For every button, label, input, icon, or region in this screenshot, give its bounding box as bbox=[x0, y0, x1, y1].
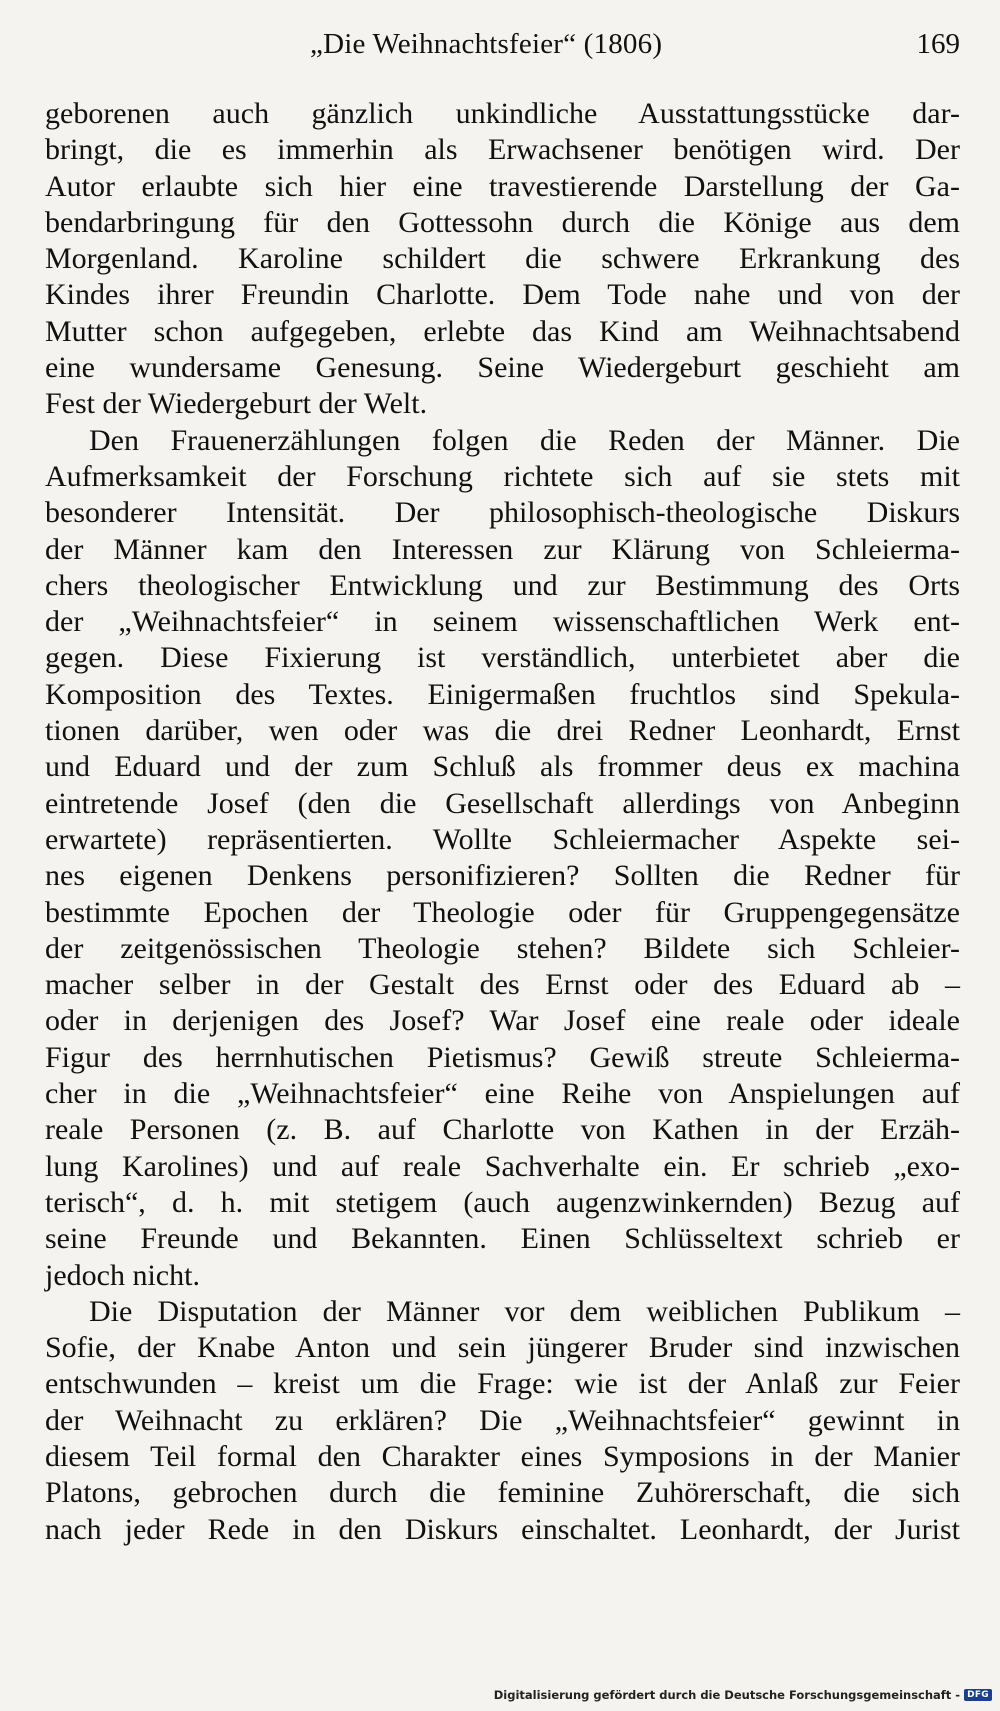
text-line: bringt, die es immerhin als Erwachsener benötigen wird. Der bbox=[45, 133, 960, 167]
text-line: Figur des herrnhutischen Pietismus? Gewiß streute Schleierma- bbox=[45, 1040, 960, 1074]
digitization-credit: Digitalisierung gefördert durch die Deutsche Forschungsgemeinschaft - bbox=[493, 1688, 961, 1702]
text-line: Platons, gebrochen durch die feminine Zuhörerschaft, die sich bbox=[45, 1476, 960, 1510]
text-line: cher in die „Weihnachtsfeier“ eine Reihe von Anspielungen auf bbox=[45, 1077, 960, 1111]
text-line: und Eduard und der zum Schluß als frommer deus ex machina bbox=[45, 750, 960, 784]
text-line: der Männer kam den Interessen zur Klärung von Schleierma- bbox=[45, 532, 960, 566]
text-line: macher selber in der Gestalt des Ernst oder des Eduard ab – bbox=[45, 968, 960, 1002]
text-line: Komposition des Textes. Einigermaßen fruchtlos sind Spekula- bbox=[45, 677, 960, 711]
text-line: Sofie, der Knabe Anton und sein jüngerer Bruder sind inzwischen bbox=[45, 1331, 960, 1365]
text-line: bendarbringung für den Gottessohn durch die Könige aus dem bbox=[45, 205, 960, 239]
text-line: chers theologischer Entwicklung und zur Bestimmung des Orts bbox=[45, 568, 960, 602]
text-line: Den Frauenerzählungen folgen die Reden der Männer. Die bbox=[89, 423, 960, 457]
text-line: Autor erlaubte sich hier eine travestierende Darstellung der Ga- bbox=[45, 169, 960, 203]
text-line: lung Karolines) und auf reale Sachverhalte ein. Er schrieb „exo- bbox=[45, 1149, 960, 1183]
text-line: bestimmte Epochen der Theologie oder für Gruppengegensätze bbox=[45, 895, 960, 929]
digitization-footer bbox=[494, 1685, 992, 1705]
text-line: Morgenland. Karoline schildert die schwere Erkrankung des bbox=[45, 242, 960, 276]
text-line: tionen darüber, wen oder was die drei Redner Leonhardt, Ernst bbox=[45, 714, 960, 748]
dfg-logo-icon: DFG bbox=[964, 1689, 992, 1701]
page-number: 169 bbox=[916, 28, 960, 60]
text-line: reale Personen (z. B. auf Charlotte von Kathen in der Erzäh- bbox=[45, 1113, 960, 1147]
text-line: Fest der Wiedergeburt der Welt. bbox=[45, 387, 428, 421]
text-line: gegen. Diese Fixierung ist verständlich, unterbietet aber die bbox=[45, 641, 960, 675]
text-line: eine wundersame Genesung. Seine Wiedergeburt geschieht am bbox=[45, 351, 960, 385]
text-line: erwartete) repräsentierten. Wollte Schleiermacher Aspekte sei- bbox=[45, 822, 960, 856]
text-line: Kindes ihrer Freundin Charlotte. Dem Tode nahe und von der bbox=[45, 278, 960, 312]
text-line: nes eigenen Denkens personifizieren? Sollten die Redner für bbox=[45, 859, 960, 893]
text-line: nach jeder Rede in den Diskurs einschaltet. Leonhardt, der Jurist bbox=[45, 1512, 960, 1546]
text-line: terisch“, d. h. mit stetigem (auch augenzwinkernden) Bezug auf bbox=[45, 1185, 960, 1219]
text-line: der Weihnacht zu erklären? Die „Weihnachtsfeier“ gewinnt in bbox=[45, 1403, 960, 1437]
running-head bbox=[45, 22, 960, 66]
text-line: seine Freunde und Bekannten. Einen Schlüsseltext schrieb er bbox=[45, 1222, 960, 1256]
text-line: entschwunden – kreist um die Frage: wie ist der Anlaß zur Feier bbox=[45, 1367, 960, 1401]
text-line: jedoch nicht. bbox=[45, 1258, 200, 1292]
text-line: oder in derjenigen des Josef? War Josef eine reale oder ideale bbox=[45, 1004, 960, 1038]
text-line: der zeitgenössischen Theologie stehen? Bildete sich Schleier- bbox=[45, 931, 960, 965]
text-line: Aufmerksamkeit der Forschung richtete sich auf sie stets mit bbox=[45, 459, 960, 493]
body-text bbox=[45, 96, 960, 1548]
text-line: besonderer Intensität. Der philosophisch-theologische Diskurs bbox=[45, 496, 960, 530]
text-line: Mutter schon aufgegeben, erlebte das Kind am Weihnachtsabend bbox=[45, 314, 960, 348]
text-line: diesem Teil formal den Charakter eines Symposions in der Manier bbox=[45, 1439, 960, 1473]
text-line: eintretende Josef (den die Gesellschaft allerdings von Anbeginn bbox=[45, 786, 960, 820]
text-line: der „Weihnachtsfeier“ in seinem wissenschaftlichen Werk ent- bbox=[45, 605, 960, 639]
text-line: geborenen auch gänzlich unkindliche Ausstattungsstücke dar- bbox=[45, 97, 960, 130]
text-line: Die Disputation der Männer vor dem weiblichen Publikum – bbox=[89, 1294, 960, 1328]
running-title: „Die Weihnachtsfeier“ (1806) bbox=[310, 28, 663, 60]
